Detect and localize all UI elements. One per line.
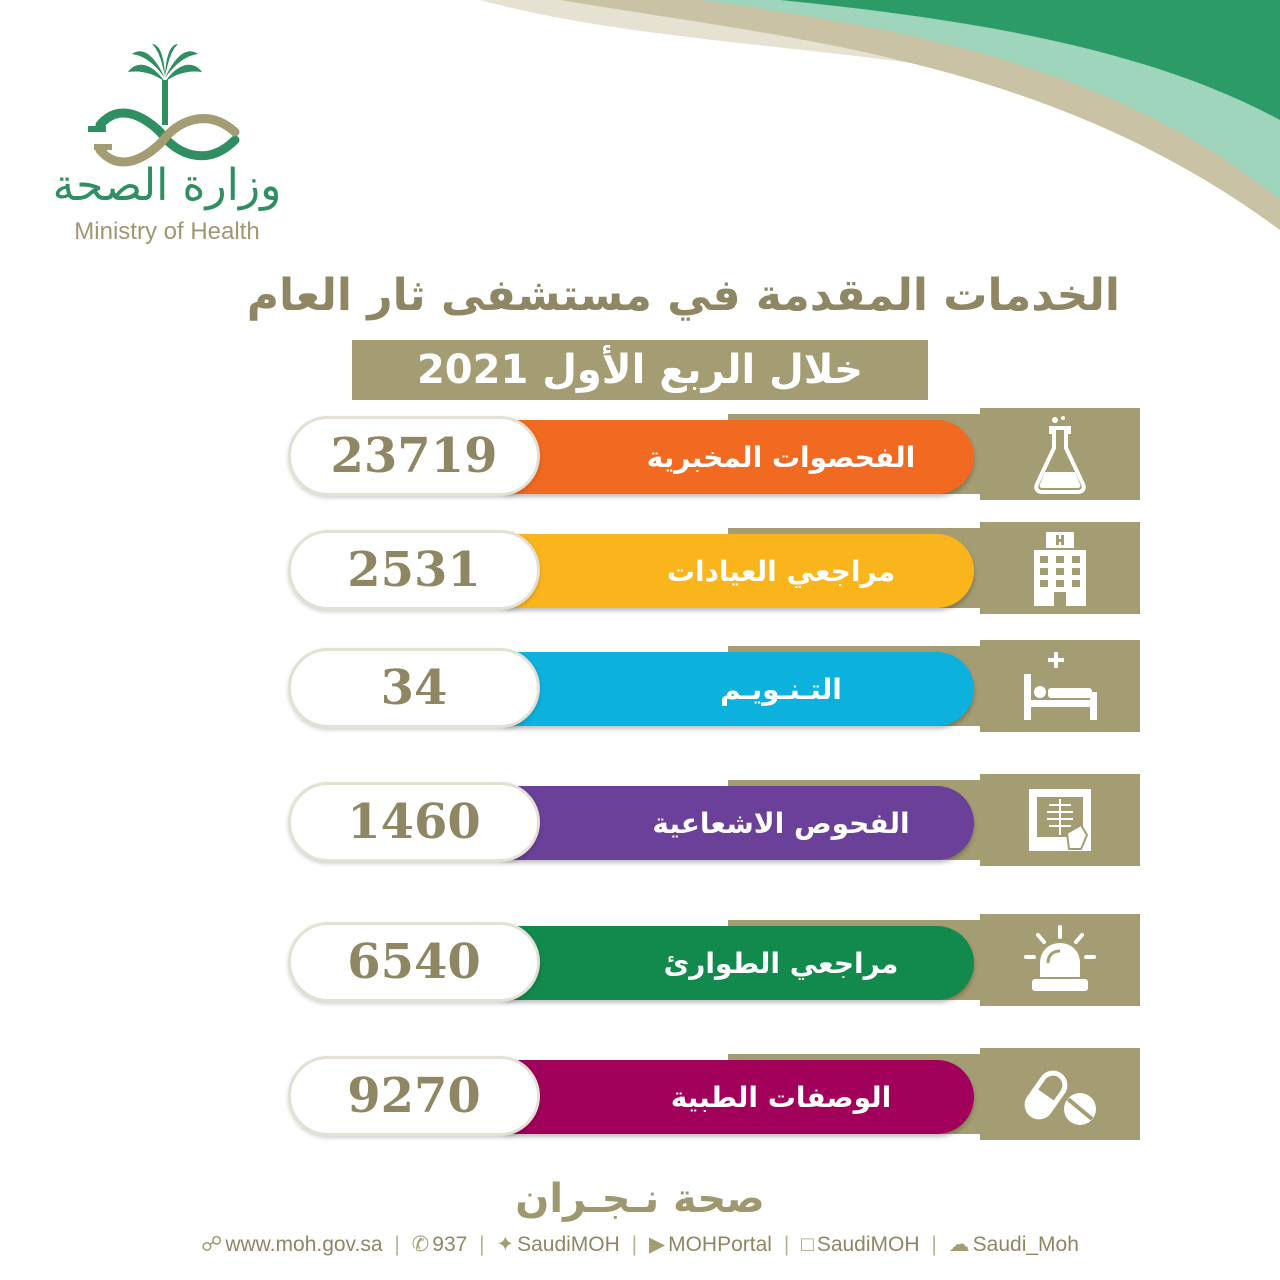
stat-label-pill: التـنـويـم — [478, 652, 974, 726]
stat-row-emergency — [288, 914, 1140, 1006]
period-banner: خلال الربع الأول 2021 — [352, 340, 928, 400]
footer-region-title: صحة نـجـران — [515, 1176, 765, 1222]
snapchat-icon: ☁ — [948, 1233, 970, 1256]
stat-row-admissions — [288, 640, 1140, 732]
stat-label-pill: الفحصوات المخبرية — [478, 420, 974, 494]
stat-value: 23719 — [288, 416, 540, 496]
footer-contact-links: ☍ www.moh.gov.sa | ✆ 937 | ✦ SaudiMOH | ▶ MOHPortal | □ SaudiMOH | ☁ Saudi_Moh — [201, 1233, 1079, 1256]
pills-icon — [980, 1048, 1140, 1140]
facebook-icon: □ — [801, 1233, 814, 1256]
youtube-link[interactable]: MOHPortal — [668, 1233, 772, 1256]
youtube-icon: ▶ — [648, 1233, 666, 1256]
stat-label-pill: الوصفات الطبية — [478, 1060, 974, 1134]
stat-label-pill: الفحوص الاشعاعية — [478, 786, 974, 860]
stat-row-prescriptions — [288, 1048, 1140, 1140]
phone-icon: ✆ — [411, 1233, 430, 1256]
stat-value: 2531 — [288, 530, 540, 610]
phone-number[interactable]: 937 — [432, 1233, 468, 1256]
stat-value: 6540 — [288, 922, 540, 1002]
snapchat-link[interactable]: Saudi_Moh — [972, 1233, 1079, 1256]
stat-row-lab-tests — [288, 408, 1140, 500]
globe-icon: ☍ — [201, 1233, 223, 1256]
hospital-building-icon — [980, 522, 1140, 614]
hospital-bed-icon — [980, 640, 1140, 732]
twitter-icon: ✦ — [496, 1233, 515, 1256]
page-title: الخدمات المقدمة في مستشفى ثار العام — [246, 270, 1120, 321]
stat-value: 9270 — [288, 1056, 540, 1136]
stat-value: 1460 — [288, 782, 540, 862]
website-link[interactable]: www.moh.gov.sa — [225, 1233, 383, 1256]
stat-row-clinic-visits — [288, 522, 1140, 614]
xray-icon — [980, 774, 1140, 866]
stat-label-pill: مراجعي العيادات — [478, 534, 974, 608]
facebook-link[interactable]: SaudiMOH — [816, 1233, 920, 1256]
logo-english-text: Ministry of Health — [74, 218, 260, 245]
logo-arabic-text: وزارة الصحة — [52, 160, 282, 211]
emergency-siren-icon — [980, 914, 1140, 1006]
stat-label-pill: مراجعي الطوارئ — [478, 926, 974, 1000]
twitter-link[interactable]: SaudiMOH — [517, 1233, 620, 1256]
stat-row-radiology — [288, 774, 1140, 866]
stat-value: 34 — [288, 648, 540, 728]
lab-flask-icon — [980, 408, 1140, 500]
